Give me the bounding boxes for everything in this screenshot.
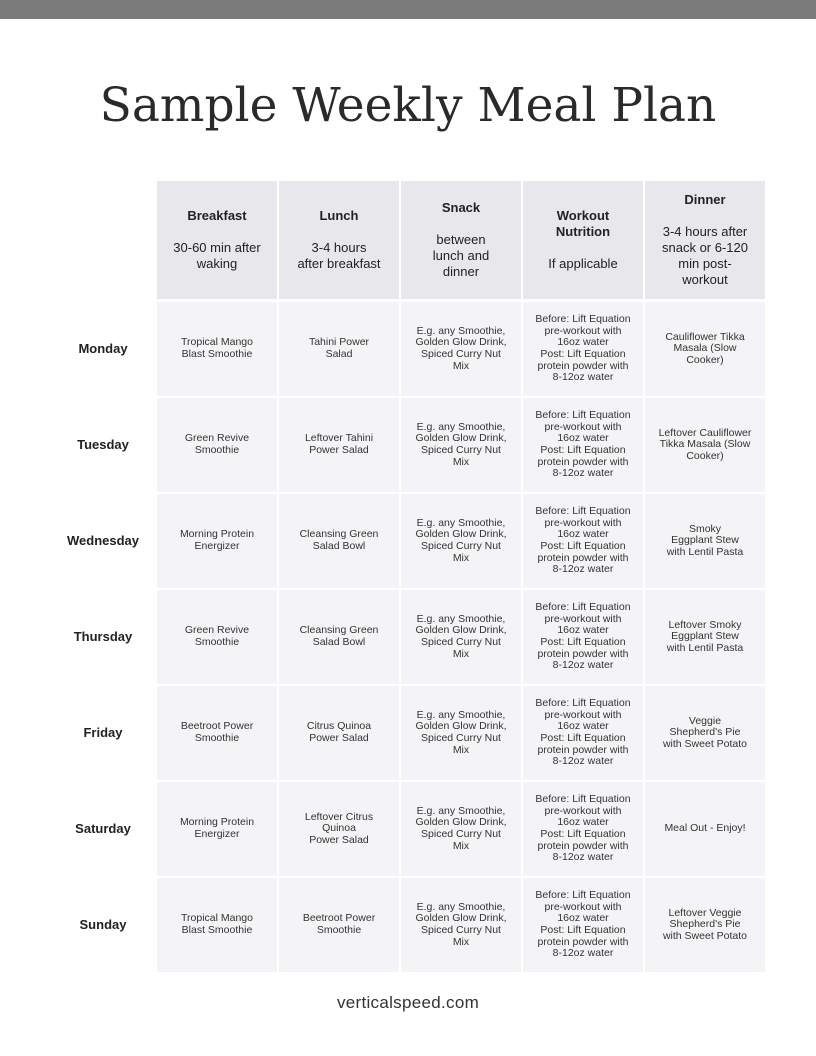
table-cell: Before: Lift Equation pre-workout with 16oz water Post: Lift Equation protein powder with 8-12oz water [523,590,643,684]
table-cell: Before: Lift Equation pre-workout with 16oz water Post: Lift Equation protein powder with 8-12oz water [523,302,643,396]
table-cell: Green Revive Smoothie [157,590,277,684]
column-header-subtitle: If applicable [548,256,618,271]
table-cell: Veggie Shepherd's Pie with Sweet Potato [645,686,765,780]
day-label: Saturday [75,821,131,836]
column-header-title: Lunch [319,208,359,223]
column-header-subtitle: 30-60 min after waking [173,240,261,271]
day-label: Sunday [79,917,127,932]
column-header-3 [523,181,643,299]
table-cell: Before: Lift Equation pre-workout with 16oz water Post: Lift Equation protein powder with 8-12oz water [523,686,643,780]
table-cell: Leftover Smoky Eggplant Stew with Lentil Pasta [645,590,765,684]
column-header-subtitle: 3-4 hours after breakfast [297,240,381,271]
table-cell: E.g. any Smoothie, Golden Glow Drink, Spiced Curry Nut Mix [401,302,521,396]
column-header-subtitle: between lunch and dinner [432,232,490,279]
table-cell: Beetroot Power Smoothie [157,686,277,780]
table-cell: Leftover Veggie Shepherd's Pie with Sweet Potato [645,878,765,972]
table-cell: Before: Lift Equation pre-workout with 16oz water Post: Lift Equation protein powder with 8-12oz water [523,878,643,972]
table-cell: Cauliflower Tikka Masala (Slow Cooker) [645,302,765,396]
table-cell: E.g. any Smoothie, Golden Glow Drink, Spiced Curry Nut Mix [401,878,521,972]
table-cell: E.g. any Smoothie, Golden Glow Drink, Spiced Curry Nut Mix [401,590,521,684]
day-label: Friday [83,725,123,740]
table-cell: Tropical Mango Blast Smoothie [157,302,277,396]
table-cell: Before: Lift Equation pre-workout with 16oz water Post: Lift Equation protein powder with 8-12oz water [523,494,643,588]
table-cell: Beetroot Power Smoothie [279,878,399,972]
table-cell: Before: Lift Equation pre-workout with 16oz water Post: Lift Equation protein powder with 8-12oz water [523,782,643,876]
table-cell: Tahini Power Salad [279,302,399,396]
footer-url: verticalspeed.com [336,993,480,1012]
top-bar [0,0,816,19]
table-cell: E.g. any Smoothie, Golden Glow Drink, Spiced Curry Nut Mix [401,494,521,588]
column-header-0 [157,181,277,299]
column-header-2 [401,181,521,299]
column-header-subtitle: 3-4 hours after snack or 6-120 min post- workout [662,224,748,287]
column-header-title: Workout Nutrition [555,208,611,239]
day-label: Thursday [73,629,133,644]
table-cell: Tropical Mango Blast Smoothie [157,878,277,972]
day-label: Tuesday [77,437,129,452]
table-cell: Meal Out - Enjoy! [645,782,765,876]
table-cell: Smoky Eggplant Stew with Lentil Pasta [645,494,765,588]
table-cell: Leftover Citrus Quinoa Power Salad [279,782,399,876]
table-cell: Citrus Quinoa Power Salad [279,686,399,780]
table-cell: E.g. any Smoothie, Golden Glow Drink, Spiced Curry Nut Mix [401,686,521,780]
page-title: Sample Weekly Meal Plan [99,78,717,133]
column-header-title: Breakfast [187,208,247,223]
table-cell: Leftover Tahini Power Salad [279,398,399,492]
table-cell: Leftover Cauliflower Tikka Masala (Slow Cooker) [645,398,765,492]
column-header-title: Dinner [684,192,726,207]
table-cell: E.g. any Smoothie, Golden Glow Drink, Spiced Curry Nut Mix [401,398,521,492]
day-label: Wednesday [66,533,139,548]
column-header-4 [645,181,765,299]
day-label: Monday [78,341,128,356]
table-cell: Cleansing Green Salad Bowl [279,590,399,684]
table-cell: E.g. any Smoothie, Golden Glow Drink, Spiced Curry Nut Mix [401,782,521,876]
table-cell: Green Revive Smoothie [157,398,277,492]
table-cell: Before: Lift Equation pre-workout with 16oz water Post: Lift Equation protein powder with 8-12oz water [523,398,643,492]
table-cell: Cleansing Green Salad Bowl [279,494,399,588]
column-header-title: Snack [441,200,481,215]
table-cell: Morning Protein Energizer [157,494,277,588]
table-cell: Morning Protein Energizer [157,782,277,876]
column-header-1 [279,181,399,299]
